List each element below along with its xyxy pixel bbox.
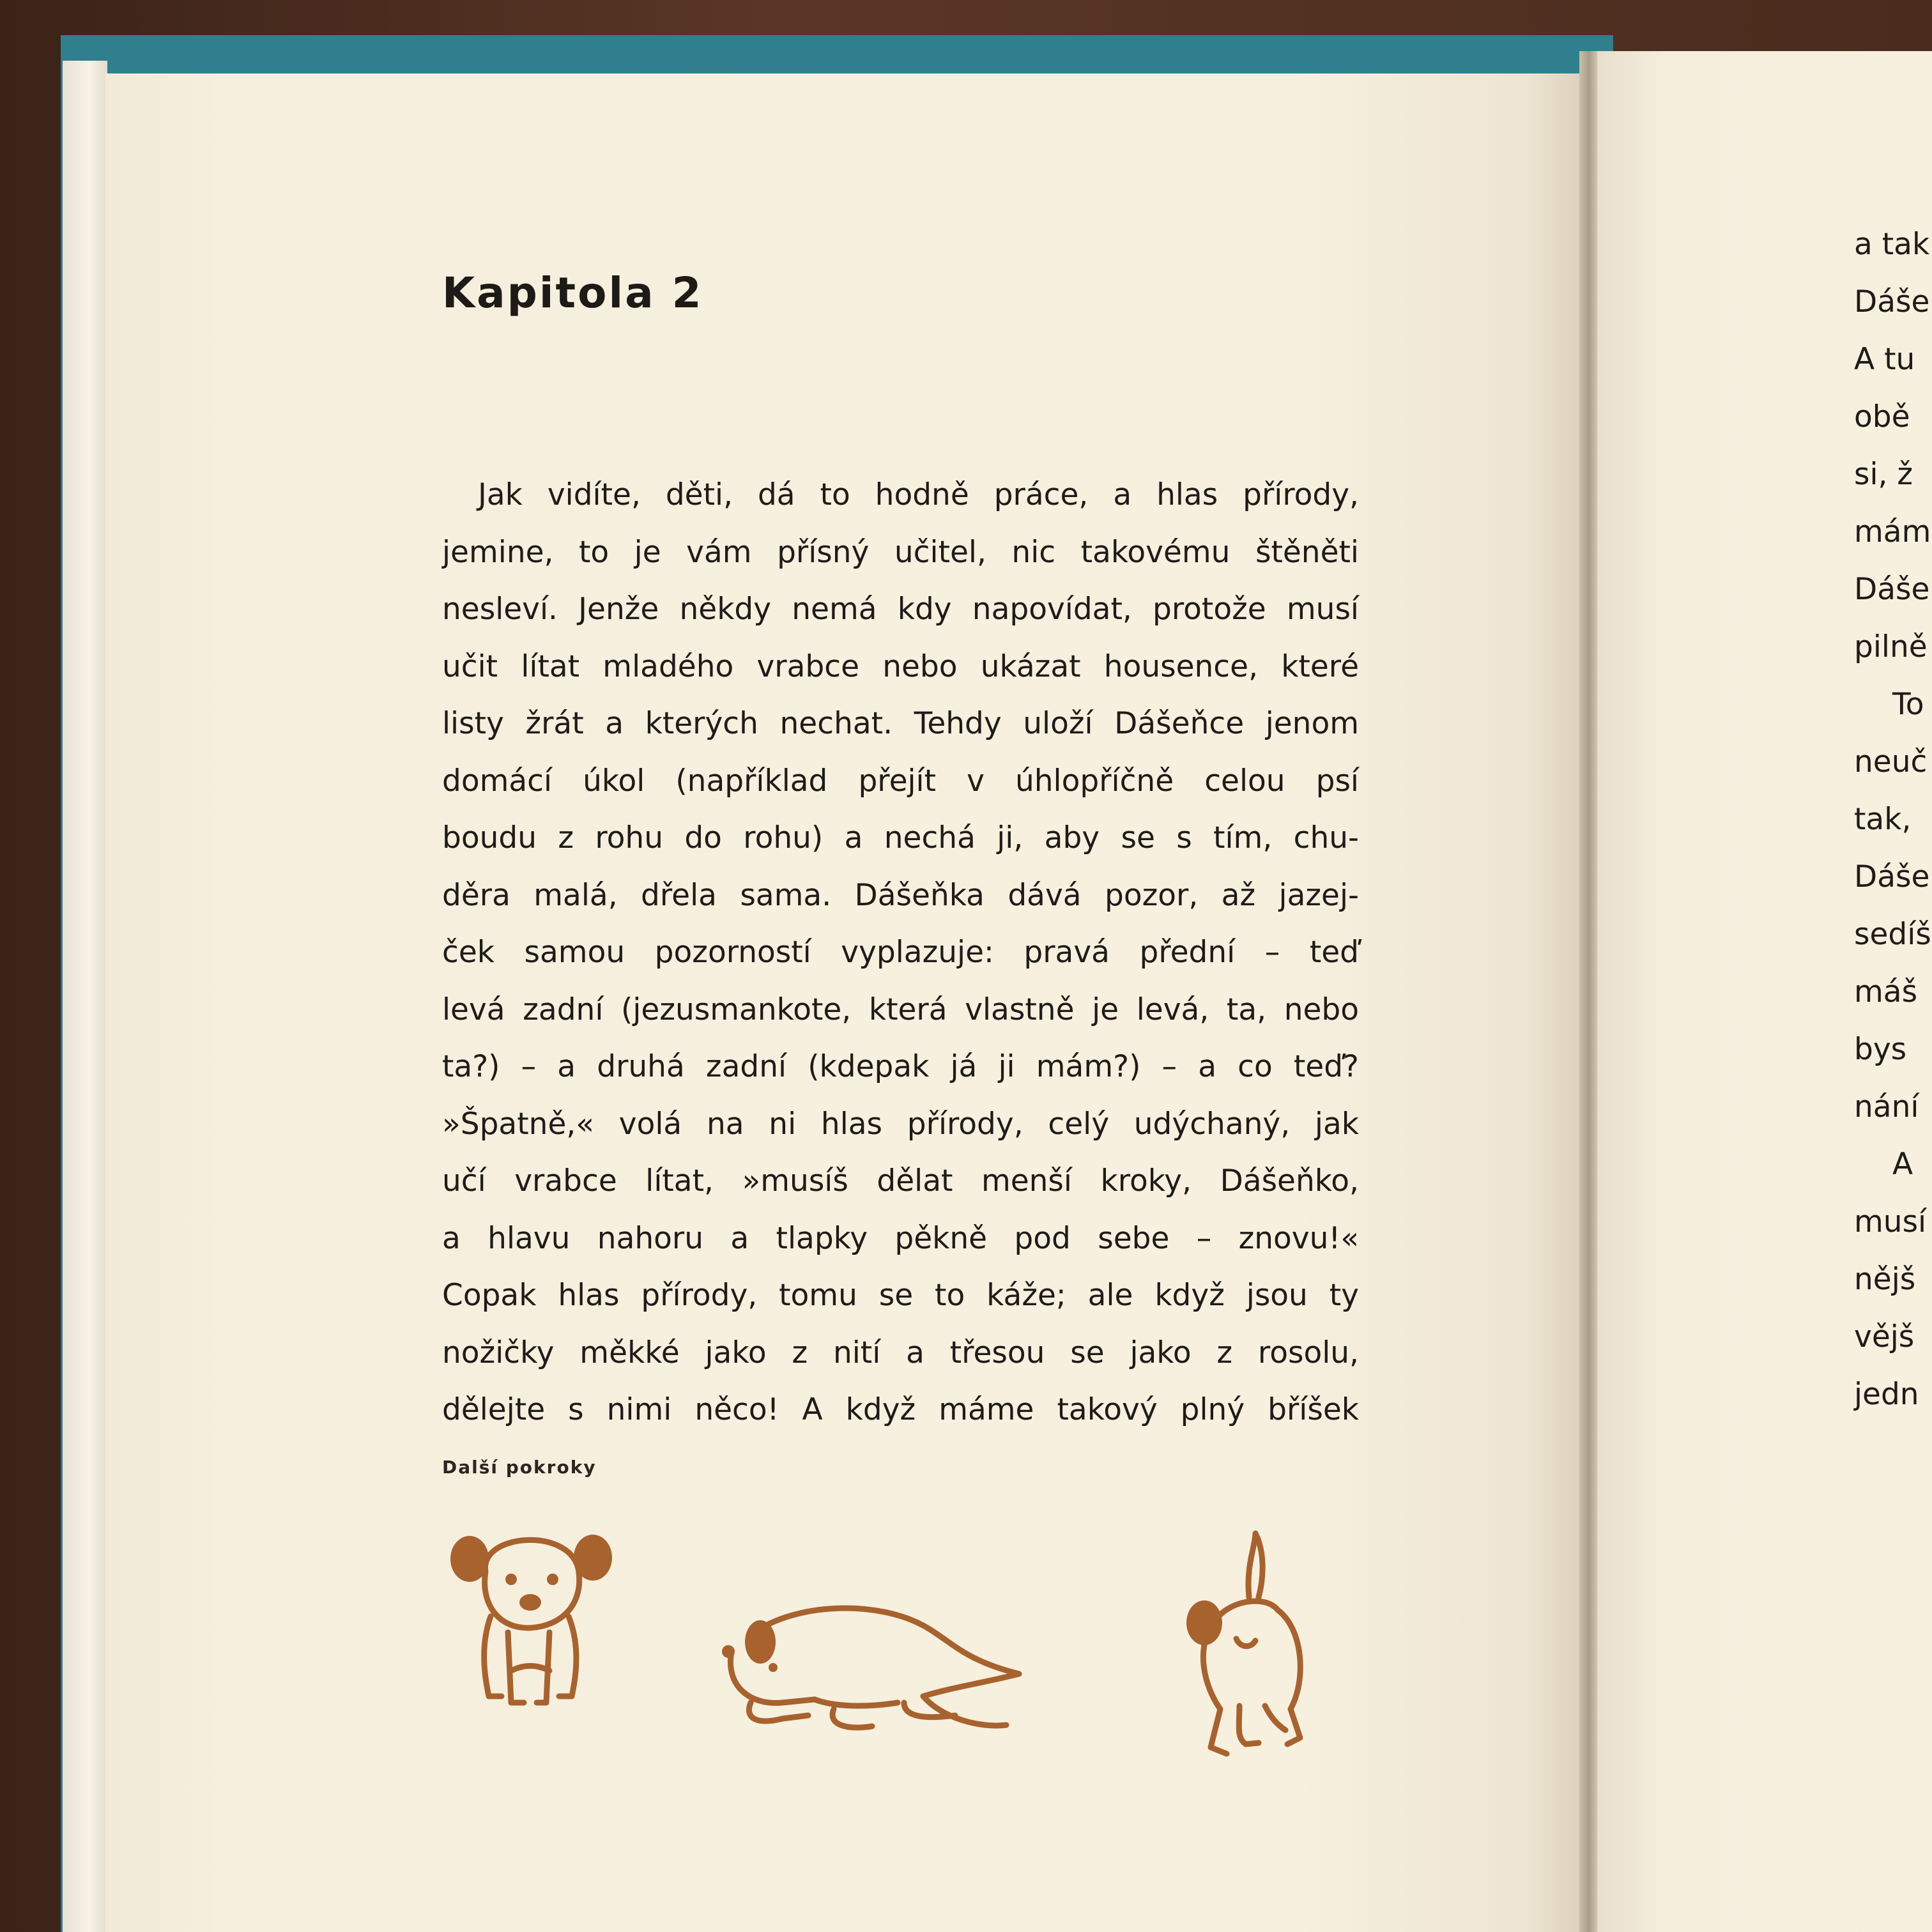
text-line: učit lítat mladého vrabce nebo ukázat housence, které: [442, 648, 1359, 684]
text-line-fragment: A tu: [1854, 342, 1915, 377]
text-line: domácí úkol (například přejít v úhlopříčně celou psí: [442, 763, 1359, 799]
text-line-fragment: a tak: [1854, 227, 1930, 262]
text-line: listy žrát a kterých nechat. Tehdy uloží Dášeňce jenom: [442, 706, 1359, 741]
protective-sleeve: [63, 61, 107, 1932]
text-line-fragment: máš: [1854, 974, 1918, 1009]
text-line-fragment: neuč: [1854, 744, 1928, 779]
chapter-body-text: [442, 466, 1359, 1439]
text-line: boudu z rohu do rohu) a nechá ji, aby se s tím, chu-: [442, 820, 1359, 855]
text-line: nožičky měkké jako z nití a třesou se jako z rosolu,: [442, 1335, 1359, 1370]
text-line-fragment: mám: [1854, 514, 1931, 549]
text-line-fragment: si, ž: [1854, 457, 1913, 492]
text-line-fragment: pilně: [1854, 629, 1928, 664]
text-line: levá zadní (jezusmankote, která vlastně je levá, ta, nebo: [442, 992, 1359, 1027]
illustration-caption: Další pokroky: [442, 1457, 597, 1478]
text-line: Copak hlas přírody, tomu se to káže; ale když jsou ty: [442, 1278, 1359, 1313]
text-line-fragment: vějš: [1854, 1319, 1915, 1354]
text-line: nesleví. Jenže někdy nemá kdy napovídat, protože musí: [442, 592, 1359, 627]
text-line-fragment: sedíš: [1854, 917, 1931, 952]
text-line: jemine, to je vám přísný učitel, nic takovému štěněti: [442, 534, 1359, 570]
text-line-fragment: musí: [1854, 1204, 1927, 1239]
text-line-fragment: Dáše: [1854, 284, 1930, 319]
text-line-fragment: nání: [1854, 1089, 1919, 1124]
text-line-fragment: bys: [1854, 1032, 1907, 1067]
text-line: ček samou pozorností vyplazuje: pravá přední – teď: [442, 935, 1359, 970]
text-line: učí vrabce lítat, »musíš dělat menší kroky, Dášeňko,: [442, 1163, 1359, 1199]
text-line-fragment: nějš: [1854, 1262, 1916, 1297]
text-line: ta?) – a druhá zadní (kdepak já ji mám?) – a co teď?: [442, 1049, 1359, 1084]
text-line-fragment: tak,: [1854, 802, 1912, 837]
text-line-fragment: jedn: [1854, 1377, 1919, 1412]
text-line: dělejte s nimi něco! A když máme takový plný bříšek: [442, 1392, 1359, 1427]
puppy-front-illustration: [441, 1521, 620, 1725]
text-line-fragment: To: [1892, 687, 1924, 722]
book-gutter: [1579, 51, 1598, 1932]
text-line-fragment: obě: [1854, 399, 1910, 434]
puppy-back-illustration: [1176, 1527, 1322, 1763]
text-line-fragment: Dáše: [1854, 859, 1930, 894]
chapter-heading: Kapitola 2: [442, 268, 703, 318]
text-line: a hlavu nahoru a tlapky pěkně pod sebe – znovu!«: [442, 1220, 1359, 1256]
text-line-fragment: A: [1892, 1147, 1913, 1182]
text-line: »Špatně,« volá na ni hlas přírody, celý udýchaný, jak: [442, 1106, 1359, 1142]
text-line: Jak vidíte, děti, dá to hodně práce, a hlas přírody,: [478, 477, 1359, 512]
text-line-fragment: Dáše: [1854, 572, 1930, 607]
text-line: děra malá, dřela sama. Dášeňka dává pozor, až jazej-: [442, 877, 1359, 913]
puppy-crawling-illustration: [712, 1591, 1032, 1751]
